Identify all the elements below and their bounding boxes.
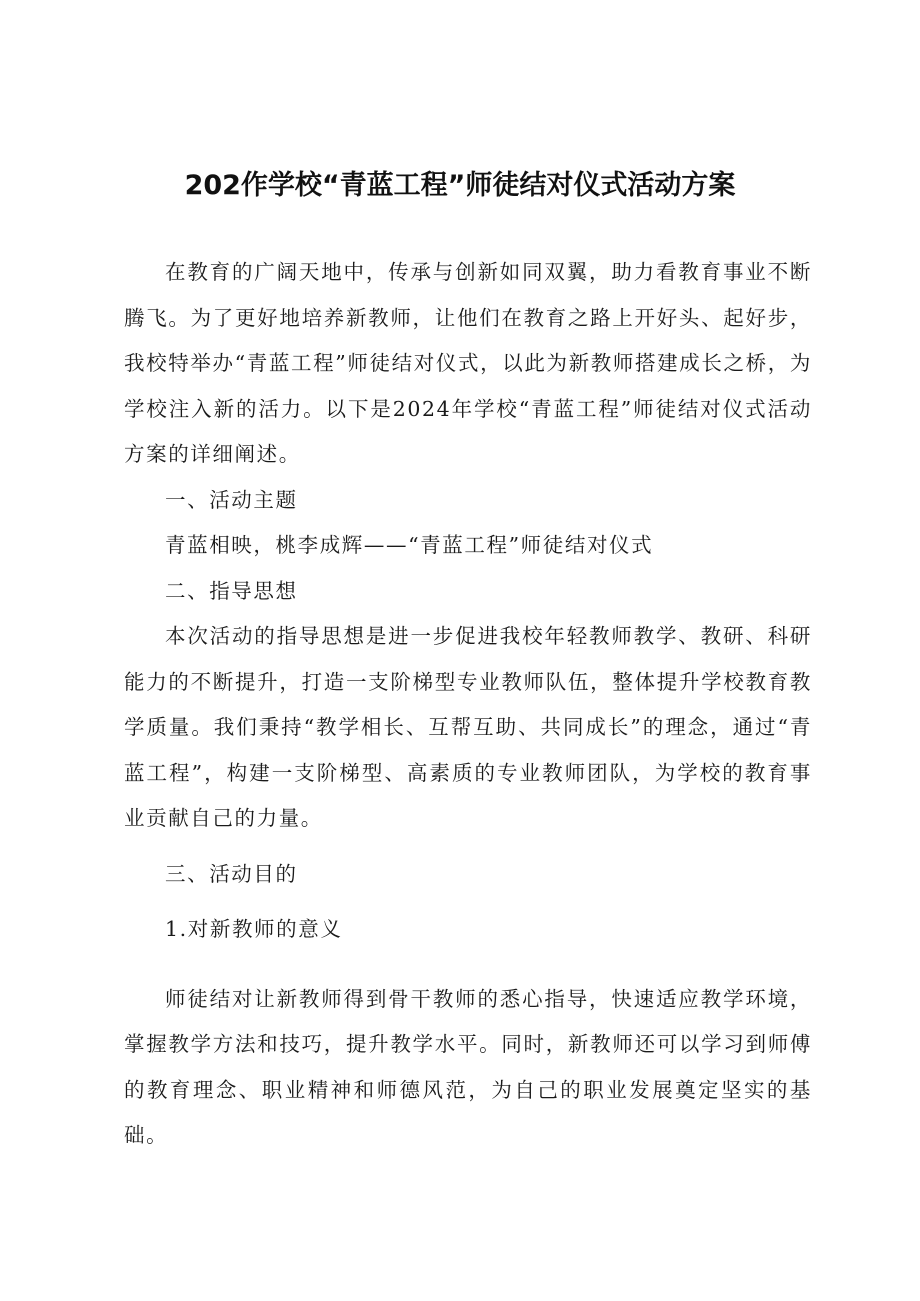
document-body [124,250,812,1159]
theme-text: 青蓝相映，桃李成辉——“青蓝工程”师徒结对仪式 [165,533,654,557]
guiding-thought-paragraph: 本次活动的指导思想是进一步促进我校年轻教师教学、教研、科研能力的不断提升，打造一支阶梯型专业教师队伍，整体提升学校教育教学质量。我们秉持“教学相长、互帮互助、共同成长”的理念，通过“青蓝工程”，构建一支阶梯型、高素质的专业教师团队，为学校的教育事业贡献自己的力量。 [124,624,812,830]
section-heading-theme: 一、活动主题 [165,487,298,512]
section-heading-purpose: 三、活动目的 [165,861,298,886]
new-teachers-paragraph: 师徒结对让新教师得到骨干教师的悉心指导，快速适应教学环境，掌握教学方法和技巧，提升教学水平。同时，新教师还可以学习到师傅的教育理念、职业精神和师德风范，为自己的职业发展奠定坚实的基础。 [124,986,812,1147]
document-title: 202作学校“青蓝工程”师徒结对仪式活动方案 [184,170,736,201]
subsection-heading-new-teachers: 1.对新教师的意义 [165,917,343,941]
intro-paragraph: 在教育的广阔天地中，传承与创新如同双翼，助力看教育事业不断腾飞。为了更好地培养新教师，让他们在教育之路上开好头、起好步，我校特举办“青蓝工程”师徒结对仪式，以此为新教师搭建成长之桥，为学校注入新的活力。以下是2024年学校“青蓝工程”师徒结对仪式活动方案的详细阐述。 [124,260,812,466]
section-heading-guiding-thought: 二、指导思想 [165,578,298,603]
